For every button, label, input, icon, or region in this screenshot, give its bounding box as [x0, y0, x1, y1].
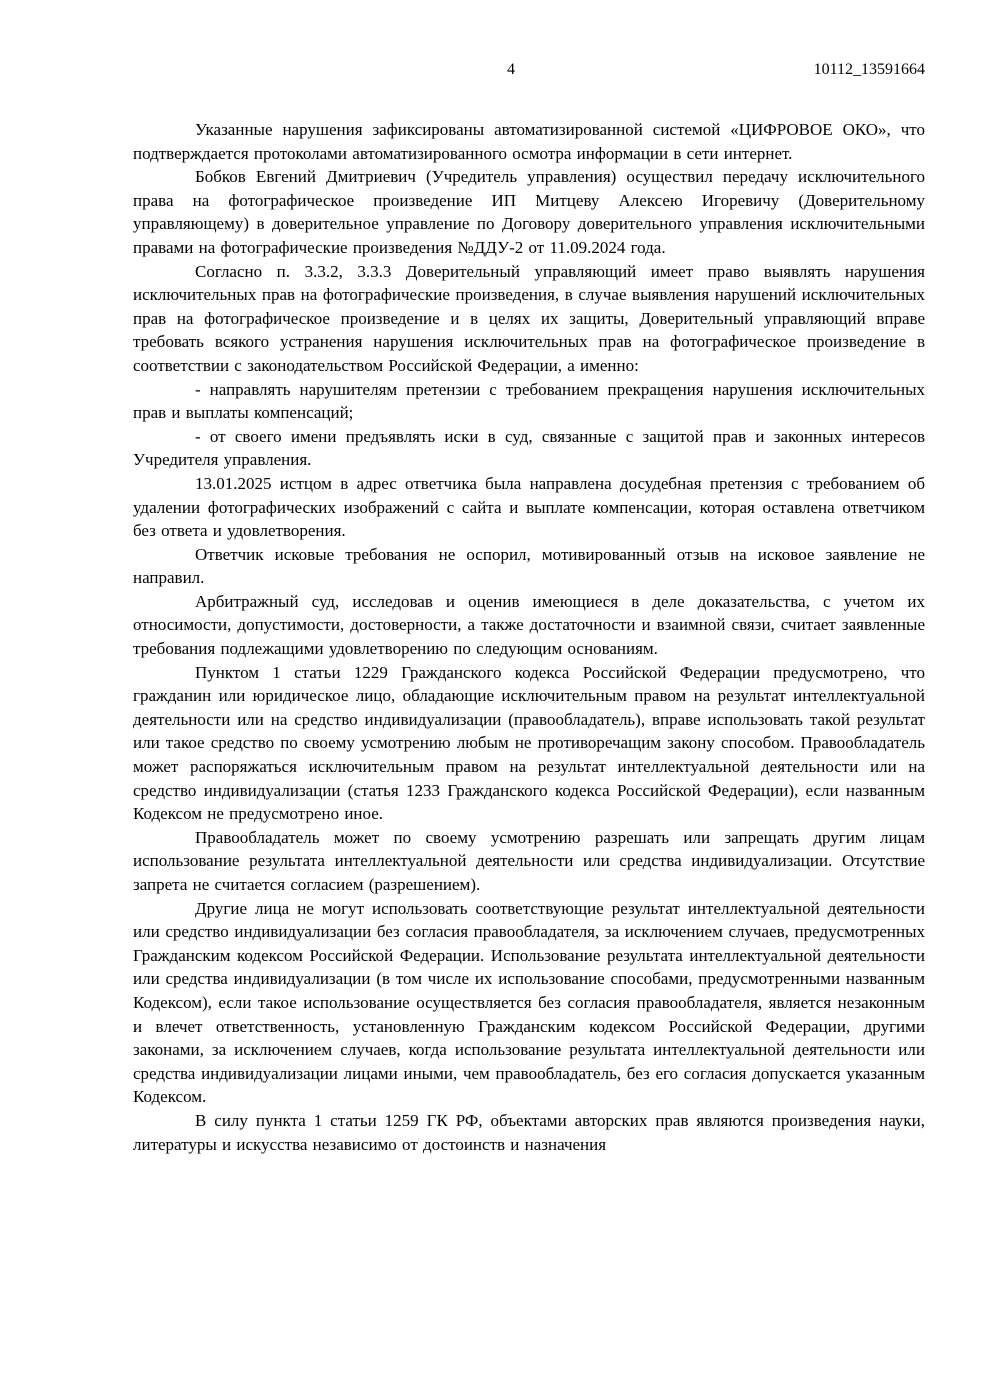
paragraph-trustee-rights: Согласно п. 3.3.2, 3.3.3 Доверительный управляющий имеет право выявлять нарушения исключительных прав на фотографические произведения, в случае выявления нарушений исключительных прав на фотографическое произведение и в целях их защиты, Доверительный управляющий вправе требовать всякого устранения нарушения исключительных прав на фотографическое произведение в соответствии с законодательством Российской Федерации, а именно: — [133, 261, 925, 375]
paragraph-article-1259: В силу пункта 1 статьи 1259 ГК РФ, объектами авторских прав являются произведения науки, литературы и искусства независимо от достоинств и назначения — [133, 1110, 925, 1154]
document-body — [133, 118, 925, 1156]
text-column — [133, 60, 925, 1156]
paragraph-court-assessment: Арбитражный суд, исследовав и оценив имеющиеся в деле доказательства, с учетом их относимости, допустимости, достоверности, а также достаточности и взаимной связи, считает заявленные требования подлежащими удовлетворению по следующим основаниям. — [133, 591, 925, 659]
document-id: 10112_13591664 — [813, 61, 925, 78]
paragraph-violations-fixed: Указанные нарушения зафиксированы автоматизированной системой «ЦИФРОВОЕ ОКО», что подтверждается протоколами автоматизированного осмотра информации в сети интернет. — [133, 120, 925, 163]
paragraph-third-parties-use: Другие лица не могут использовать соответствующие результат интеллектуальной деятельности или средство индивидуализации без согласия правообладателя, за исключением случаев, предусмотренных Гражданским кодексом Российской Федерации. Использование результата интеллектуальной деятельности или средства индивидуализации (в том числе их использование способами, предусмотренными названным Кодексом), если такое использование осуществляется без согласия правообладателя, является незаконным и влечет ответственность, установленную Гражданским кодексом Российской Федерации, другими законами, за исключением случаев, когда использование результата интеллектуальной деятельности или средства индивидуализации лицами иными, чем правообладатель, без его согласия допускается указанным Кодексом. — [133, 898, 925, 1107]
page-header — [133, 60, 925, 80]
paragraph-claims-list-item-1: - направлять нарушителям претензии с требованием прекращения нарушения исключительных прав и выплаты компенсаций; — [133, 379, 925, 423]
paragraph-defendant-no-response: Ответчик исковые требования не оспорил, мотивированный отзыв на исковое заявление не направил. — [133, 544, 925, 588]
page-number: 4 — [507, 61, 515, 78]
paragraph-claims-list-item-2: - от своего имени предъявлять иски в суд, связанные с защитой прав и законных интересов Учредителя управления. — [133, 426, 925, 470]
paragraph-rights-transfer: Бобков Евгений Дмитриевич (Учредитель управления) осуществил передачу исключительного права на фотографическое произведение ИП Митцеву Алексею Игоревичу (Доверительному управляющему) в доверительное управление по Договору доверительного управления исключительными правами на фотографические произведения №ДДУ-2 от 11.09.2024 года. — [133, 167, 925, 257]
paragraph-pretrial-claim: 13.01.2025 истцом в адрес ответчика была направлена досудебная претензия с требованием об удалении фотографических изображений с сайта и выплате компенсации, которая оставлена ответчиком без ответа и удовлетворения. — [133, 473, 925, 541]
paragraph-rightholder-permission: Правообладатель может по своему усмотрению разрешать или запрещать другим лицам использование результата интеллектуальной деятельности или средства индивидуализации. Отсутствие запрета не считается согласием (разрешением). — [133, 827, 925, 894]
paragraph-article-1229: Пунктом 1 статьи 1229 Гражданского кодекса Российской Федерации предусмотрено, что гражданин или юридическое лицо, обладающие исключительным правом на результат интеллектуальной деятельности или на средство индивидуализации (правообладатель), вправе использовать такой результат или такое средство по своему усмотрению любым не противоречащим закону способом. Правообладатель может распоряжаться исключительным правом на результат интеллектуальной деятельности или на средство индивидуализации (статья 1233 Гражданского кодекса Российской Федерации), если названным Кодексом не предусмотрено иное. — [133, 662, 925, 824]
